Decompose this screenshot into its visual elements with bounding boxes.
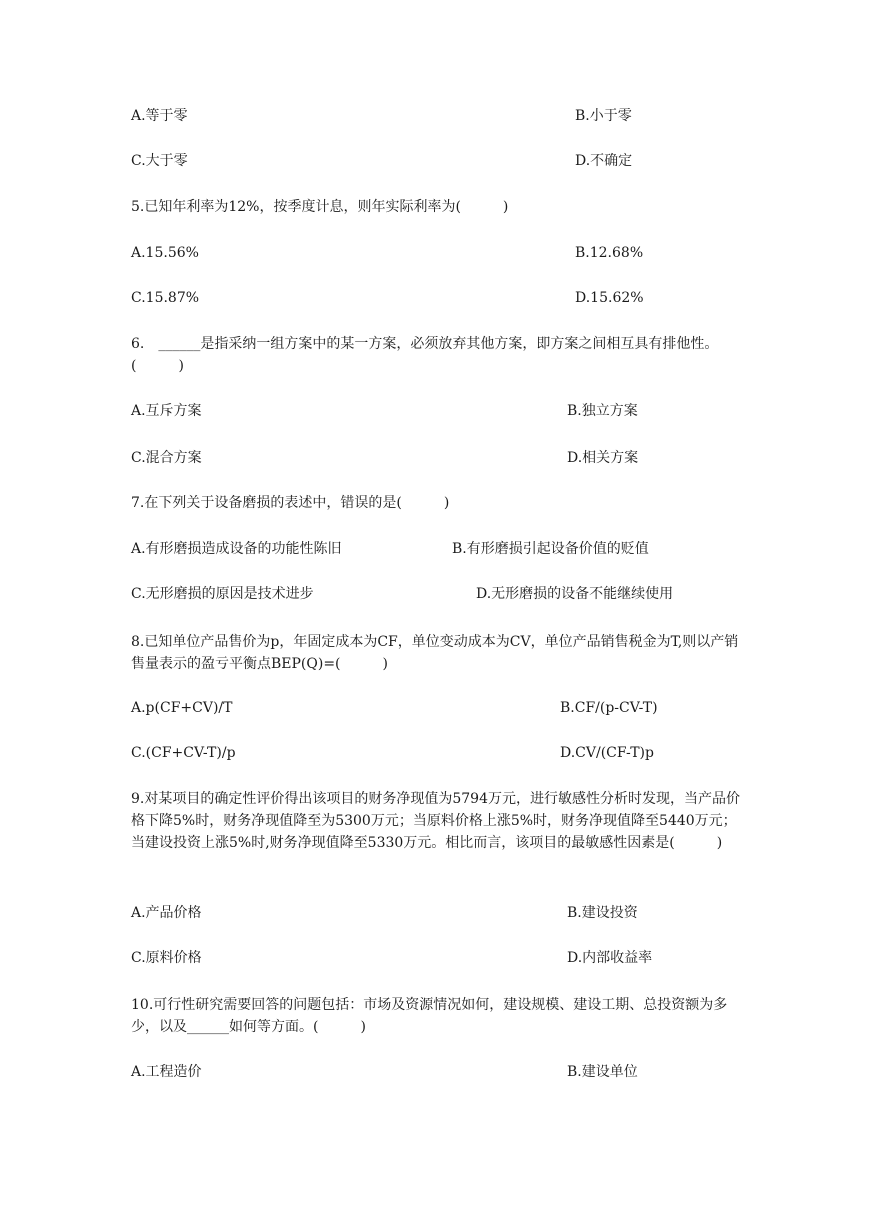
q6-option-d: D.相关方案 (567, 450, 639, 466)
q6-option-b: B.独立方案 (567, 403, 638, 419)
q10-stem: 10.可行性研究需要回答的问题包括：市场及资源情况如何，建设规模、建设工期、总投资额为多少，以及______如何等方面。( ) (131, 997, 728, 1035)
q5-option-c: C.15.87% (131, 290, 200, 306)
q8-option-b: B.CF/(p-CV-T) (560, 700, 658, 716)
q6-option-a: A.互斥方案 (131, 403, 202, 419)
q5-option-b: B.12.68% (575, 245, 644, 261)
q5-option-d: D.15.62% (575, 290, 644, 306)
q7-option-d: D.无形磨损的设备不能继续使用 (476, 586, 674, 602)
q8-stem: 8.已知单位产品售价为p，年固定成本为CF，单位变动成本为CV，单位产品销售税金为T,则以产销售量表示的盈亏平衡点BEP(Q)=( ) (131, 634, 739, 672)
q9-option-b: B.建设投资 (567, 905, 638, 921)
q9-option-a: A.产品价格 (131, 905, 202, 921)
q7-option-c: C.无形磨损的原因是技术进步 (131, 586, 314, 602)
q9-stem: 9.对某项目的确定性评价得出该项目的财务净现值为5794万元，进行敏感性分析时发现，当产品价格下降5%时，财务净现值降至为5300万元；当原料价格上涨5%时，财务净现值降至5440万元；当建设投资上涨5%时,财务净现值降至5330万元。相比而言，该项目的最敏感性因素是( ) (131, 791, 740, 851)
q5-stem: 5.已知年利率为12%，按季度计息，则年实际利率为( ) (131, 199, 509, 215)
q4-option-d: D.不确定 (575, 153, 633, 169)
q4-option-c: C.大于零 (131, 153, 188, 169)
q6-option-c: C.混合方案 (131, 450, 202, 466)
q8-option-a: A.p(CF+CV)/T (131, 700, 233, 716)
q10-option-a: A.工程造价 (131, 1064, 202, 1080)
q7-stem: 7.在下列关于设备磨损的表述中，错误的是( ) (131, 495, 450, 511)
q4-option-b: B.小于零 (575, 108, 632, 124)
q10-option-b: B.建设单位 (567, 1064, 638, 1080)
q8-option-c: C.(CF+CV-T)/p (131, 745, 236, 761)
q5-option-a: A.15.56% (131, 245, 199, 261)
q6-stem: 6. ______是指采纳一组方案中的某一方案，必须放弃其他方案，即方案之间相互具有排他性。( ) (131, 336, 719, 374)
q4-option-a: A.等于零 (131, 108, 188, 124)
q8-option-d: D.CV/(CF-T)p (560, 745, 654, 761)
q7-option-b: B.有形磨损引起设备价值的贬值 (452, 541, 649, 557)
q7-option-a: A.有形磨损造成设备的功能性陈旧 (131, 541, 342, 557)
q9-option-c: C.原料价格 (131, 950, 202, 966)
q9-option-d: D.内部收益率 (567, 950, 653, 966)
